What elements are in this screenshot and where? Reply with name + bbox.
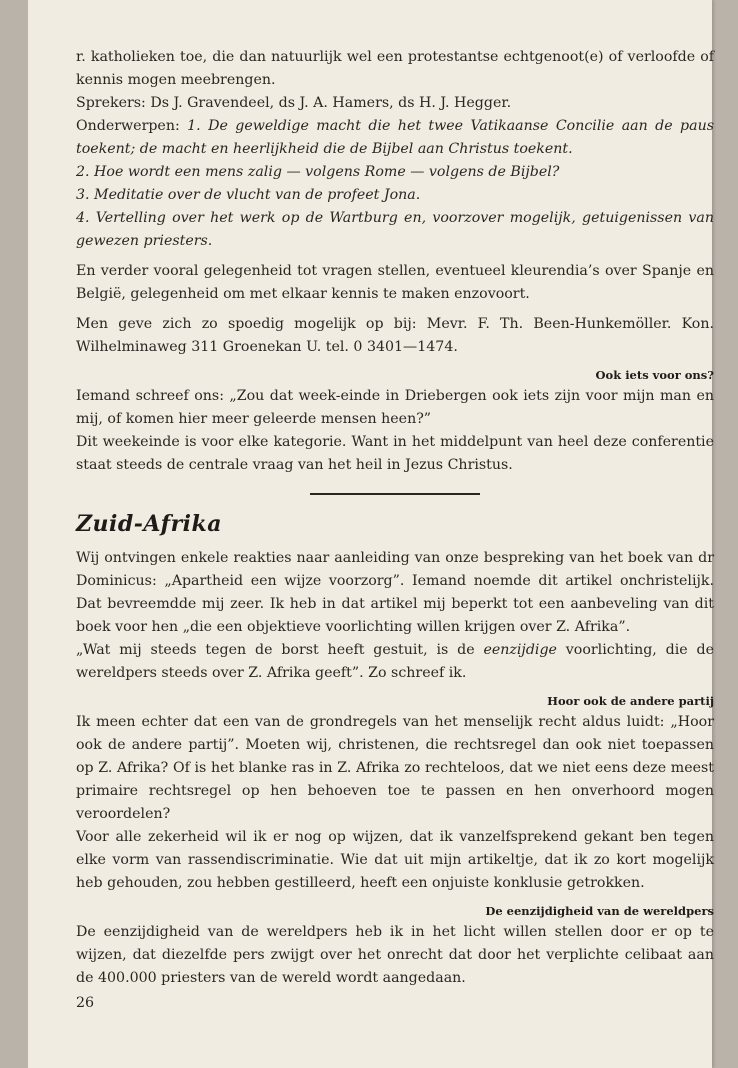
eenzijdigheid-paragraph: De eenzijdigheid van de wereldpers heb ik in het licht willen stellen door er op te wijzen, dat diezelfde pers zwijgt over het onrecht dat door het verplichte celibaat aan de 400.000 priesters van de wereld wordt aangedaan. bbox=[76, 924, 714, 986]
more-paragraph: En verder vooral gelegenheid tot vragen stellen, eventueel kleurendia’s over Spanje en België, gelegenheid om met elkaar kennis te maken enzovoort. bbox=[76, 263, 714, 302]
section-title-zuid-afrika: Zuid-Afrika bbox=[76, 511, 223, 537]
page bbox=[28, 0, 712, 1068]
hoor-ook-paragraph-2: Voor alle zekerheid wil ik er nog op wijzen, dat ik vanzelfsprekend gekant ben tegen elke vorm van rassendiscriminatie. Wie dat uit mijn artikeltje, dat ik zo kort mogelijk heb gehouden, zou hebben gestilleerd, heeft een onjuiste konklusie getrokken. bbox=[76, 829, 714, 891]
topics-line bbox=[76, 115, 714, 161]
subheading-hoor-ook: Hoor ook de andere partij bbox=[547, 694, 714, 708]
emphasis-eenzijdige: eenzijdige bbox=[483, 642, 557, 658]
article-content bbox=[76, 46, 714, 1015]
section-divider bbox=[310, 493, 480, 495]
register-paragraph: Men geve zich zo spoedig mogelijk op bij: Mevr. F. Th. Been-Hunkemöller. Kon. Wilhelminaweg 311 Groenekan U. tel. 0 3401—1474. bbox=[76, 316, 714, 355]
topic-2: 2. Hoe wordt een mens zalig — volgens Rome — volgens de Bijbel? bbox=[76, 164, 560, 180]
page-number: 26 bbox=[76, 995, 95, 1011]
subheading-ook-iets: Ook iets voor ons? bbox=[595, 368, 714, 382]
hoor-ook-paragraph-1: Ik meen echter dat een van de grondregels van het menselijk recht aldus luidt: „Hoor ook de andere partij”. Moeten wij, christenen, die rechtsregel dan ook niet toepassen op Z. Afrika? Of is het blanke ras in Z. Afrika zo rechteloos, dat we niet eens deze meest primaire rechtsregel op hen behoeven toe te passen en hen onverhoord mogen veroordelen? bbox=[76, 714, 714, 822]
speakers-line: Sprekers: Ds J. Gravendeel, ds J. A. Hamers, ds H. J. Hegger. bbox=[76, 95, 512, 111]
topics-label: Onderwerpen: bbox=[76, 118, 188, 134]
topic-1: 1. De geweldige macht die het twee Vatikaanse Concilie aan de paus toekent; de macht en heerlijkheid die de Bijbel aan Christus toekent. bbox=[76, 118, 714, 157]
zuid-afrika-paragraph-2: „Wat mij steeds tegen de borst heeft gestuit, is de eenzijdige voorlichting, die de wereldpers steeds over Z. Afrika geeft”. Zo schreef ik. bbox=[76, 642, 714, 681]
topic-3: 3. Meditatie over de vlucht van de profeet Jona. bbox=[76, 187, 421, 203]
zuid-afrika-paragraph-1: Wij ontvingen enkele reakties naar aanleiding van onze bespreking van het boek van dr Dominicus: „Apartheid een wijze voorzorg”. Iemand noemde dit artikel onchristelijk. Dat bevreemdde mij zeer. Ik heb in dat artikel mij beperkt tot een aanbeveling van dit boek voor hen „die een objektieve voorlichting willen krijgen over Z. Afrika”. bbox=[76, 550, 714, 635]
topic-4: 4. Vertelling over het werk op de Wartburg en, voorzover mogelijk, getuigenissen van gewezen priesters. bbox=[76, 210, 714, 249]
intro-paragraph: r. katholieken toe, die dan natuurlijk wel een protestantse echtgenoot(e) of verloofde of kennis mogen meebrengen. bbox=[76, 49, 714, 88]
subheading-eenzijdigheid: De eenzijdigheid van de wereldpers bbox=[485, 904, 714, 918]
ook-iets-paragraph-2: Dit weekeinde is voor elke kategorie. Want in het middelpunt van heel deze conferentie staat steeds de centrale vraag van het heil in Jezus Christus. bbox=[76, 434, 714, 473]
ook-iets-paragraph-1: Iemand schreef ons: „Zou dat week-einde in Driebergen ook iets zijn voor mijn man en mij, of komen hier meer geleerde mensen heen?” bbox=[76, 388, 714, 427]
